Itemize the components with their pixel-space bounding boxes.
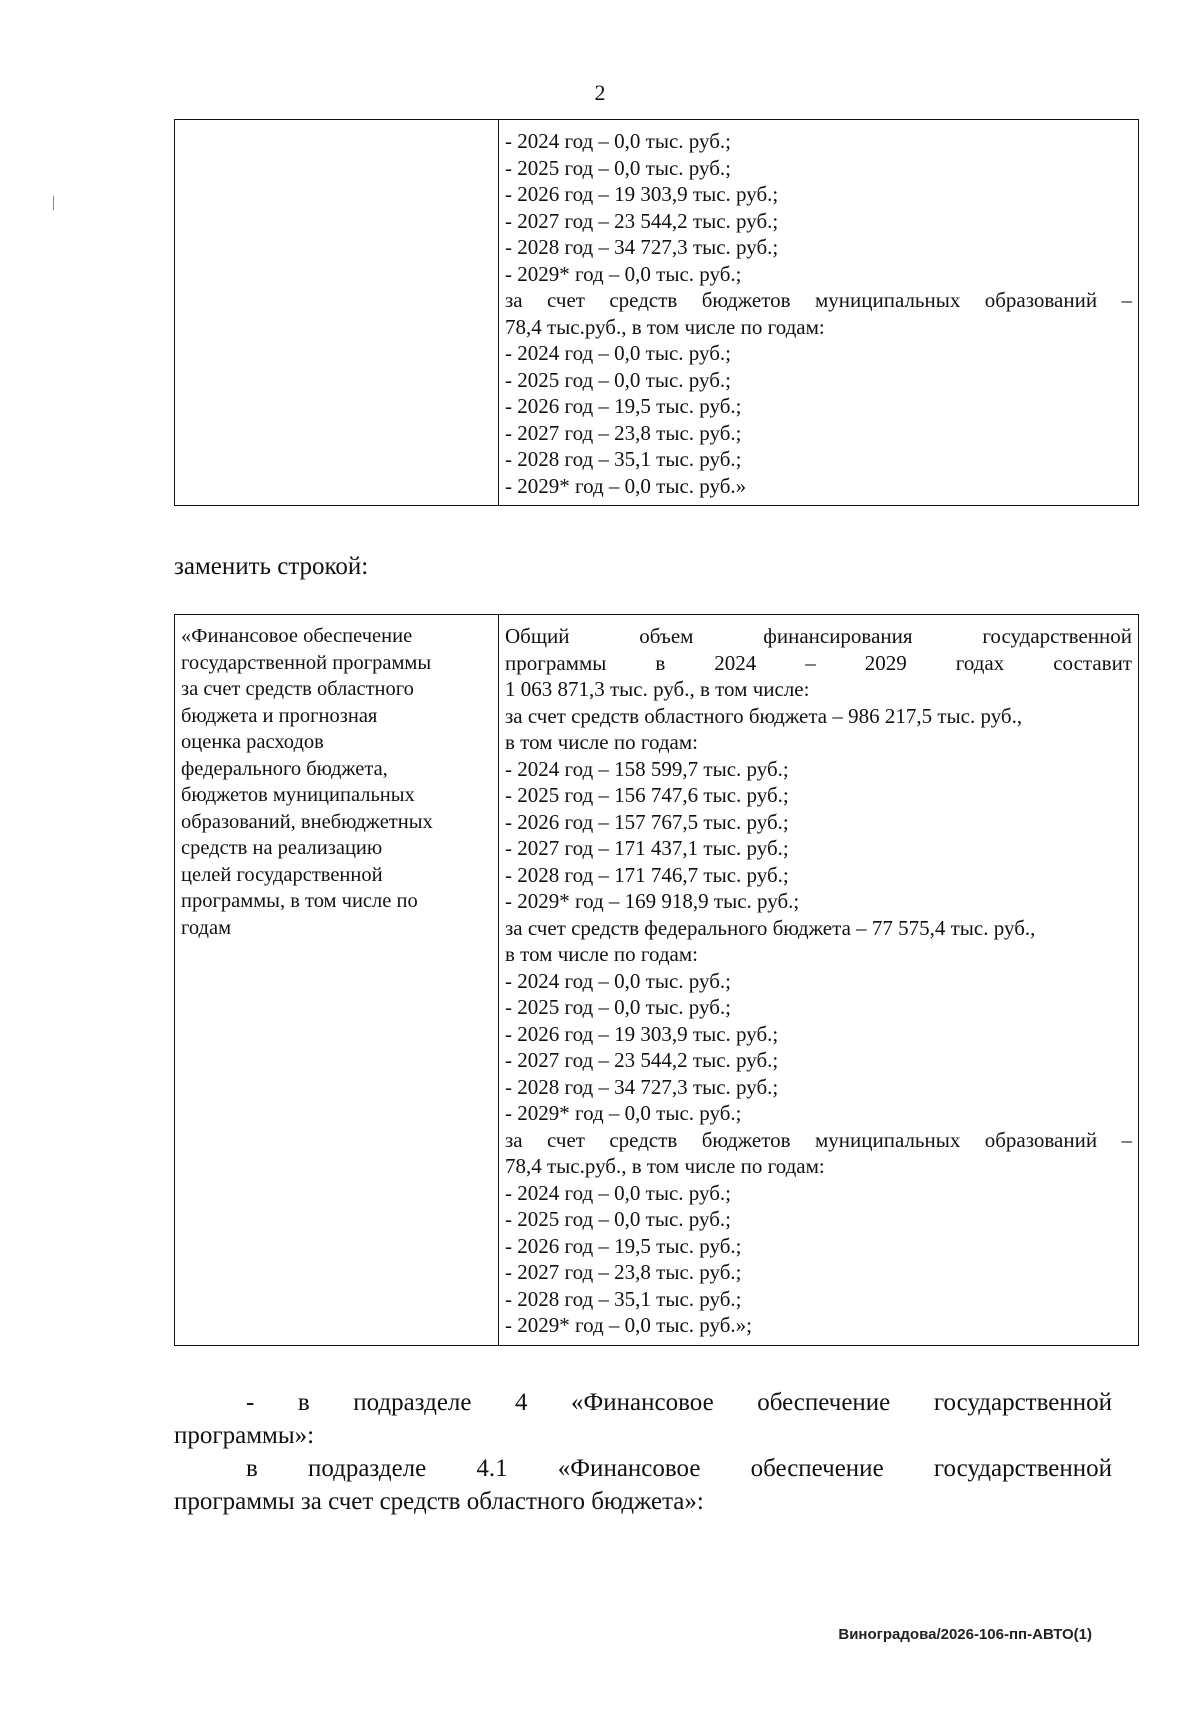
paragraph-subsection-4-1 — [174, 1452, 1112, 1518]
document-code: Виноградова/2026-106-пп-АВТО(1) — [838, 1626, 1092, 1643]
cell-line: - 2024 год – 0,0 тыс. руб.; — [505, 129, 731, 153]
cell-line: - 2024 год – 158 599,7 тыс. руб.; — [505, 756, 789, 781]
cell-line: - 2024 год – 0,0 тыс. руб.; — [505, 1180, 731, 1205]
cell-line: за счет средств бюджетов муниципальных образований – — [505, 1127, 1132, 1152]
replace-label: заменить строкой: — [174, 553, 369, 580]
cell-line: - 2029* год – 0,0 тыс. руб.; — [505, 261, 742, 286]
cell-line: - 2025 год – 0,0 тыс. руб.; — [505, 995, 731, 1019]
paragraph-subsection-4 — [174, 1386, 1112, 1452]
cell-line: - 2027 год – 23 544,2 тыс. руб.; — [505, 1048, 779, 1072]
cell-line: - 2026 год – 19,5 тыс. руб.; — [505, 1233, 742, 1258]
cell-line: 78,4 тыс.руб., в том числе по годам: — [505, 314, 825, 339]
cell-line: за счет средств областного — [181, 678, 414, 700]
cell-line: - 2025 год – 156 747,6 тыс. руб.; — [505, 783, 789, 807]
cell-line: образований, внебюджетных — [181, 810, 433, 833]
table-cell-right — [499, 615, 1139, 1346]
paragraph-line: в подразделе 4.1 «Финансовое обеспечение государственной — [246, 1455, 1112, 1482]
paragraph-line: - в подразделе 4 «Финансовое обеспечение государственной — [246, 1389, 1112, 1416]
cell-line: бюджета и прогнозная — [181, 704, 378, 727]
paragraph-line: программы»: — [174, 1422, 315, 1449]
cell-line: федерального бюджета, — [181, 757, 388, 780]
cell-line: - 2029* год – 169 918,9 тыс. руб.; — [505, 889, 800, 913]
cell-line: - 2027 год – 23 544,2 тыс. руб.; — [505, 208, 779, 233]
cell-line: за счет средств федерального бюджета – 77 575,4 тыс. руб., — [505, 915, 1036, 940]
cell-line: - 2025 год – 0,0 тыс. руб.; — [505, 155, 731, 180]
cell-line: - 2026 год – 19,5 тыс. руб.; — [505, 394, 742, 418]
cell-line: - 2029* год – 0,0 тыс. руб.; — [505, 1101, 742, 1125]
cell-line: Общий объем финансирования государственной — [505, 624, 1132, 648]
cell-line: - 2029* год – 0,0 тыс. руб.»; — [505, 1313, 752, 1337]
cell-line: - 2025 год – 0,0 тыс. руб.; — [505, 367, 731, 392]
cell-line: - 2026 год – 19 303,9 тыс. руб.; — [505, 182, 779, 206]
cell-line: - 2024 год – 0,0 тыс. руб.; — [505, 968, 731, 993]
table-row — [175, 615, 1139, 1346]
cell-line: программы, в том числе по — [181, 890, 418, 912]
cell-line: - 2024 год – 0,0 тыс. руб.; — [505, 341, 731, 365]
cell-line: - 2028 год – 35,1 тыс. руб.; — [505, 447, 742, 471]
table-row — [175, 120, 1139, 506]
cell-line: - 2027 год – 23,8 тыс. руб.; — [505, 1260, 742, 1284]
cell-line: - 2028 год – 35,1 тыс. руб.; — [505, 1286, 742, 1311]
cell-line: 1 063 871,3 тыс. руб., в том числе: — [505, 677, 810, 701]
paragraph-line: программы за счет средств областного бюджета»: — [174, 1488, 704, 1515]
cell-line: - 2026 год – 157 767,5 тыс. руб.; — [505, 809, 789, 834]
cell-line: программы в 2024 – 2029 годах составит — [505, 650, 1132, 675]
cell-line: годам — [181, 916, 232, 939]
table-cell-left — [175, 615, 499, 1346]
cell-line: государственной программы — [181, 651, 432, 674]
financing-table-new — [174, 614, 1139, 1346]
cell-line: за счет средств бюджетов муниципальных образований – — [505, 288, 1132, 312]
cell-line: оценка расходов — [181, 731, 324, 753]
cell-line: бюджетов муниципальных — [181, 784, 415, 806]
financing-table-old-tail — [174, 119, 1139, 506]
cell-line: - 2025 год – 0,0 тыс. руб.; — [505, 1207, 731, 1231]
cell-line: в том числе по годам: — [505, 942, 698, 966]
table-cell-left — [175, 120, 499, 506]
margin-mark — [53, 196, 54, 210]
cell-line: - 2026 год – 19 303,9 тыс. руб.; — [505, 1021, 779, 1046]
cell-line: - 2028 год – 34 727,3 тыс. руб.; — [505, 235, 779, 259]
page-number: 2 — [594, 80, 606, 105]
cell-line: - 2028 год – 171 746,7 тыс. руб.; — [505, 862, 789, 887]
cell-line: «Финансовое обеспечение — [181, 625, 413, 647]
cell-line: 78,4 тыс.руб., в том числе по годам: — [505, 1154, 825, 1178]
cell-line: целей государственной — [181, 863, 383, 886]
cell-line: - 2028 год – 34 727,3 тыс. руб.; — [505, 1074, 779, 1099]
cell-line: - 2027 год – 171 437,1 тыс. руб.; — [505, 836, 789, 860]
cell-line: средств на реализацию — [181, 837, 383, 859]
table-cell-right — [499, 120, 1139, 506]
cell-line: в том числе по годам: — [505, 730, 698, 754]
cell-line: - 2029* год – 0,0 тыс. руб.» — [505, 473, 747, 498]
cell-line: за счет средств областного бюджета – 986 217,5 тыс. руб., — [505, 703, 1023, 728]
cell-line: - 2027 год – 23,8 тыс. руб.; — [505, 420, 742, 445]
